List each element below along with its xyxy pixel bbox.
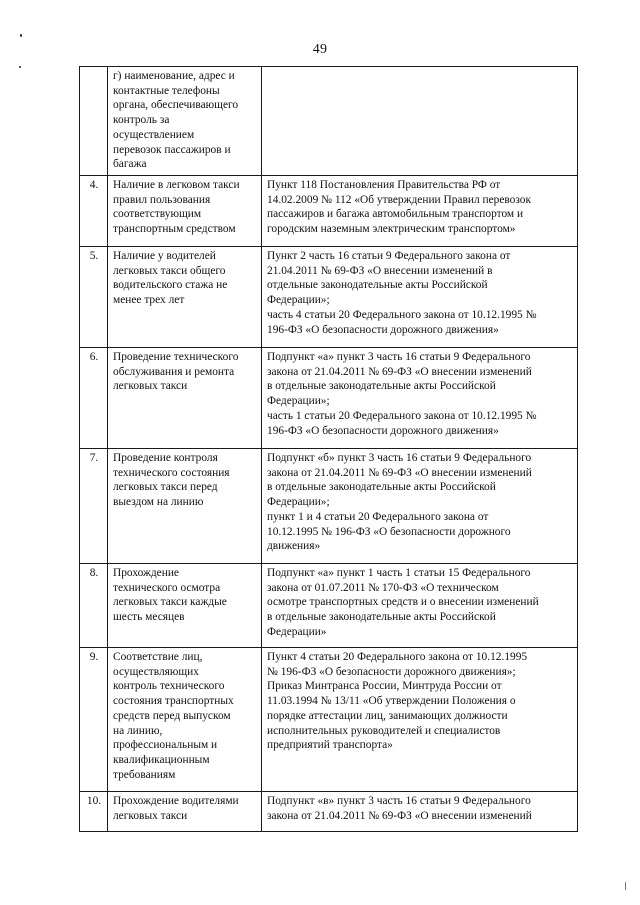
basis-line: 196-ФЗ «О безопасности дорожного движения» — [267, 323, 499, 336]
legal-basis-cell — [262, 792, 578, 832]
table-row — [80, 648, 578, 792]
basis-line: закона от 21.04.2011 № 69-ФЗ «О внесении изменений — [267, 365, 532, 378]
requirement-line: осуществлением — [113, 128, 195, 141]
requirement-line: обслуживания и ремонта — [113, 365, 235, 378]
requirement-cell — [108, 648, 262, 792]
requirement-line: технического состояния — [113, 466, 230, 479]
requirement-line: контроль технического — [113, 680, 225, 693]
requirement-line: выездом на линию — [113, 496, 204, 509]
legal-basis-cell — [262, 247, 578, 348]
basis-line: Подпункт «в» пункт 3 часть 16 статьи 9 Федерального — [267, 795, 531, 807]
requirement-line: соответствующим — [113, 208, 202, 221]
basis-line: 196-ФЗ «О безопасности дорожного движения» — [267, 424, 499, 437]
legal-basis-cell — [262, 564, 578, 648]
requirement-line: технического осмотра — [113, 581, 221, 594]
requirement-line: Проведение контроля — [113, 452, 218, 464]
requirement-line: осуществляющих — [113, 665, 199, 678]
requirement-line: на линию, — [113, 724, 163, 737]
requirement-cell — [108, 564, 262, 648]
requirement-line: контактные телефоны — [113, 84, 220, 97]
requirement-line: Наличие в легковом такси — [113, 179, 240, 191]
table-row — [80, 176, 578, 247]
basis-line: Подпункт «а» пункт 1 часть 1 статьи 15 Федерального — [267, 567, 531, 579]
basis-line: в отдельные законодательные акты Российской — [267, 611, 496, 624]
table-row — [80, 564, 578, 648]
requirement-line: контроль за — [113, 114, 170, 127]
basis-line: движения» — [267, 540, 321, 553]
requirement-line: легковых такси общего — [113, 264, 226, 277]
table-row — [80, 449, 578, 564]
requirement-cell — [108, 176, 262, 247]
basis-line: 11.03.1994 № 13/11 «Об утверждении Положения о — [267, 695, 516, 708]
requirement-line: менее трех лет — [113, 294, 185, 307]
legal-basis-cell — [262, 67, 578, 176]
requirement-line: багажа — [113, 158, 147, 171]
requirement-line: Прохождение — [113, 567, 179, 579]
basis-line: в отдельные законодательные акты Российской — [267, 380, 496, 393]
basis-line: Пункт 118 Постановления Правительства РФ от — [267, 179, 501, 191]
basis-line: часть 4 статьи 20 Федерального закона от 10.12.1995 № — [267, 308, 537, 321]
table-row — [80, 348, 578, 449]
basis-line: порядке аттестации лиц, занимающих должности — [267, 709, 508, 722]
basis-line: 21.04.2011 № 69-ФЗ «О внесении изменений в — [267, 264, 493, 277]
basis-line: Федерации»; — [267, 496, 330, 509]
requirement-line: Наличие у водителей — [113, 250, 216, 262]
row-number: 10. — [80, 792, 108, 832]
basis-line: закона от 21.04.2011 № 69-ФЗ «О внесении изменений — [267, 466, 532, 479]
requirement-line: требованиям — [113, 768, 176, 781]
requirement-line: легковых такси перед — [113, 481, 218, 494]
requirements-table — [79, 66, 578, 832]
row-number: 7. — [80, 449, 108, 564]
basis-line: 10.12.1995 № 196-ФЗ «О безопасности дорожного — [267, 525, 511, 538]
requirement-line: правил пользования — [113, 193, 211, 206]
requirement-cell — [108, 348, 262, 449]
requirement-line: Прохождение водителями — [113, 795, 239, 807]
table-row — [80, 67, 578, 176]
requirement-line: шесть месяцев — [113, 611, 185, 624]
table-row — [80, 247, 578, 348]
row-number: 5. — [80, 247, 108, 348]
basis-line: Подпункт «а» пункт 3 часть 16 статьи 9 Федерального — [267, 351, 531, 363]
requirement-line: перевозок пассажиров и — [113, 143, 231, 156]
basis-line: № 196-ФЗ «О безопасности дорожного движения»; — [267, 665, 516, 678]
legal-basis-cell — [262, 648, 578, 792]
basis-line: пассажиров и багажа автомобильным транспортом и — [267, 208, 524, 221]
page-number: 49 — [312, 42, 328, 57]
requirement-line: Соответствие лиц, — [113, 651, 203, 663]
requirement-line: квалификационным — [113, 753, 210, 766]
basis-line: пункт 1 и 4 статьи 20 Федерального закона от — [267, 510, 489, 523]
basis-line: отдельные законодательные акты Российской — [267, 279, 488, 292]
requirement-line: легковых такси каждые — [113, 596, 227, 609]
requirement-line: средств перед выпуском — [113, 709, 231, 722]
requirement-line: транспортным средством — [113, 223, 236, 236]
basis-line: Пункт 4 статьи 20 Федерального закона от 10.12.1995 — [267, 651, 528, 663]
basis-line: Пункт 2 часть 16 статьи 9 Федерального закона от — [267, 250, 511, 262]
legal-basis-cell — [262, 176, 578, 247]
requirement-line: органа, обеспечивающего — [113, 99, 239, 112]
scan-speck — [625, 882, 626, 890]
row-number — [80, 67, 108, 176]
table-row — [80, 792, 578, 832]
basis-line: закона от 21.04.2011 № 69-ФЗ «О внесении изменений — [267, 809, 532, 822]
row-number: 8. — [80, 564, 108, 648]
basis-line: закона от 01.07.2011 № 170-ФЗ «О техническом — [267, 581, 499, 594]
basis-line: Федерации»; — [267, 294, 330, 307]
row-number: 4. — [80, 176, 108, 247]
requirement-cell — [108, 67, 262, 176]
requirement-line: профессиональным и — [113, 739, 218, 752]
requirement-cell — [108, 792, 262, 832]
legal-basis-cell — [262, 348, 578, 449]
basis-line: Федерации»; — [267, 395, 330, 408]
basis-line: осмотре транспортных средств и о внесении изменений — [267, 596, 539, 609]
requirement-line: состояния транспортных — [113, 695, 234, 708]
basis-line: Федерации» — [267, 625, 327, 638]
requirement-line: г) наименование, адрес и — [113, 70, 235, 82]
requirement-cell — [108, 247, 262, 348]
basis-line: предприятий транспорта» — [267, 739, 393, 752]
basis-line: 14.02.2009 № 112 «Об утверждении Правил перевозок — [267, 193, 532, 206]
basis-line: Подпункт «б» пункт 3 часть 16 статьи 9 Федерального — [267, 452, 532, 464]
legal-basis-cell — [262, 449, 578, 564]
scan-speck — [20, 34, 22, 37]
basis-line: городским наземным электрическим транспортом» — [267, 223, 516, 236]
requirement-line: Проведение технического — [113, 351, 239, 363]
row-number: 6. — [80, 348, 108, 449]
requirement-line: водительского стажа не — [113, 279, 228, 292]
requirement-cell — [108, 449, 262, 564]
basis-line: исполнительных руководителей и специалистов — [267, 724, 501, 737]
requirement-line: легковых такси — [113, 809, 188, 822]
requirement-line: легковых такси — [113, 380, 188, 393]
row-number: 9. — [80, 648, 108, 792]
basis-line: Приказ Минтранса России, Минтруда России от — [267, 680, 502, 693]
scan-speck — [19, 66, 21, 68]
basis-line: в отдельные законодательные акты Российской — [267, 481, 496, 494]
basis-line: часть 1 статьи 20 Федерального закона от 10.12.1995 № — [267, 409, 537, 422]
